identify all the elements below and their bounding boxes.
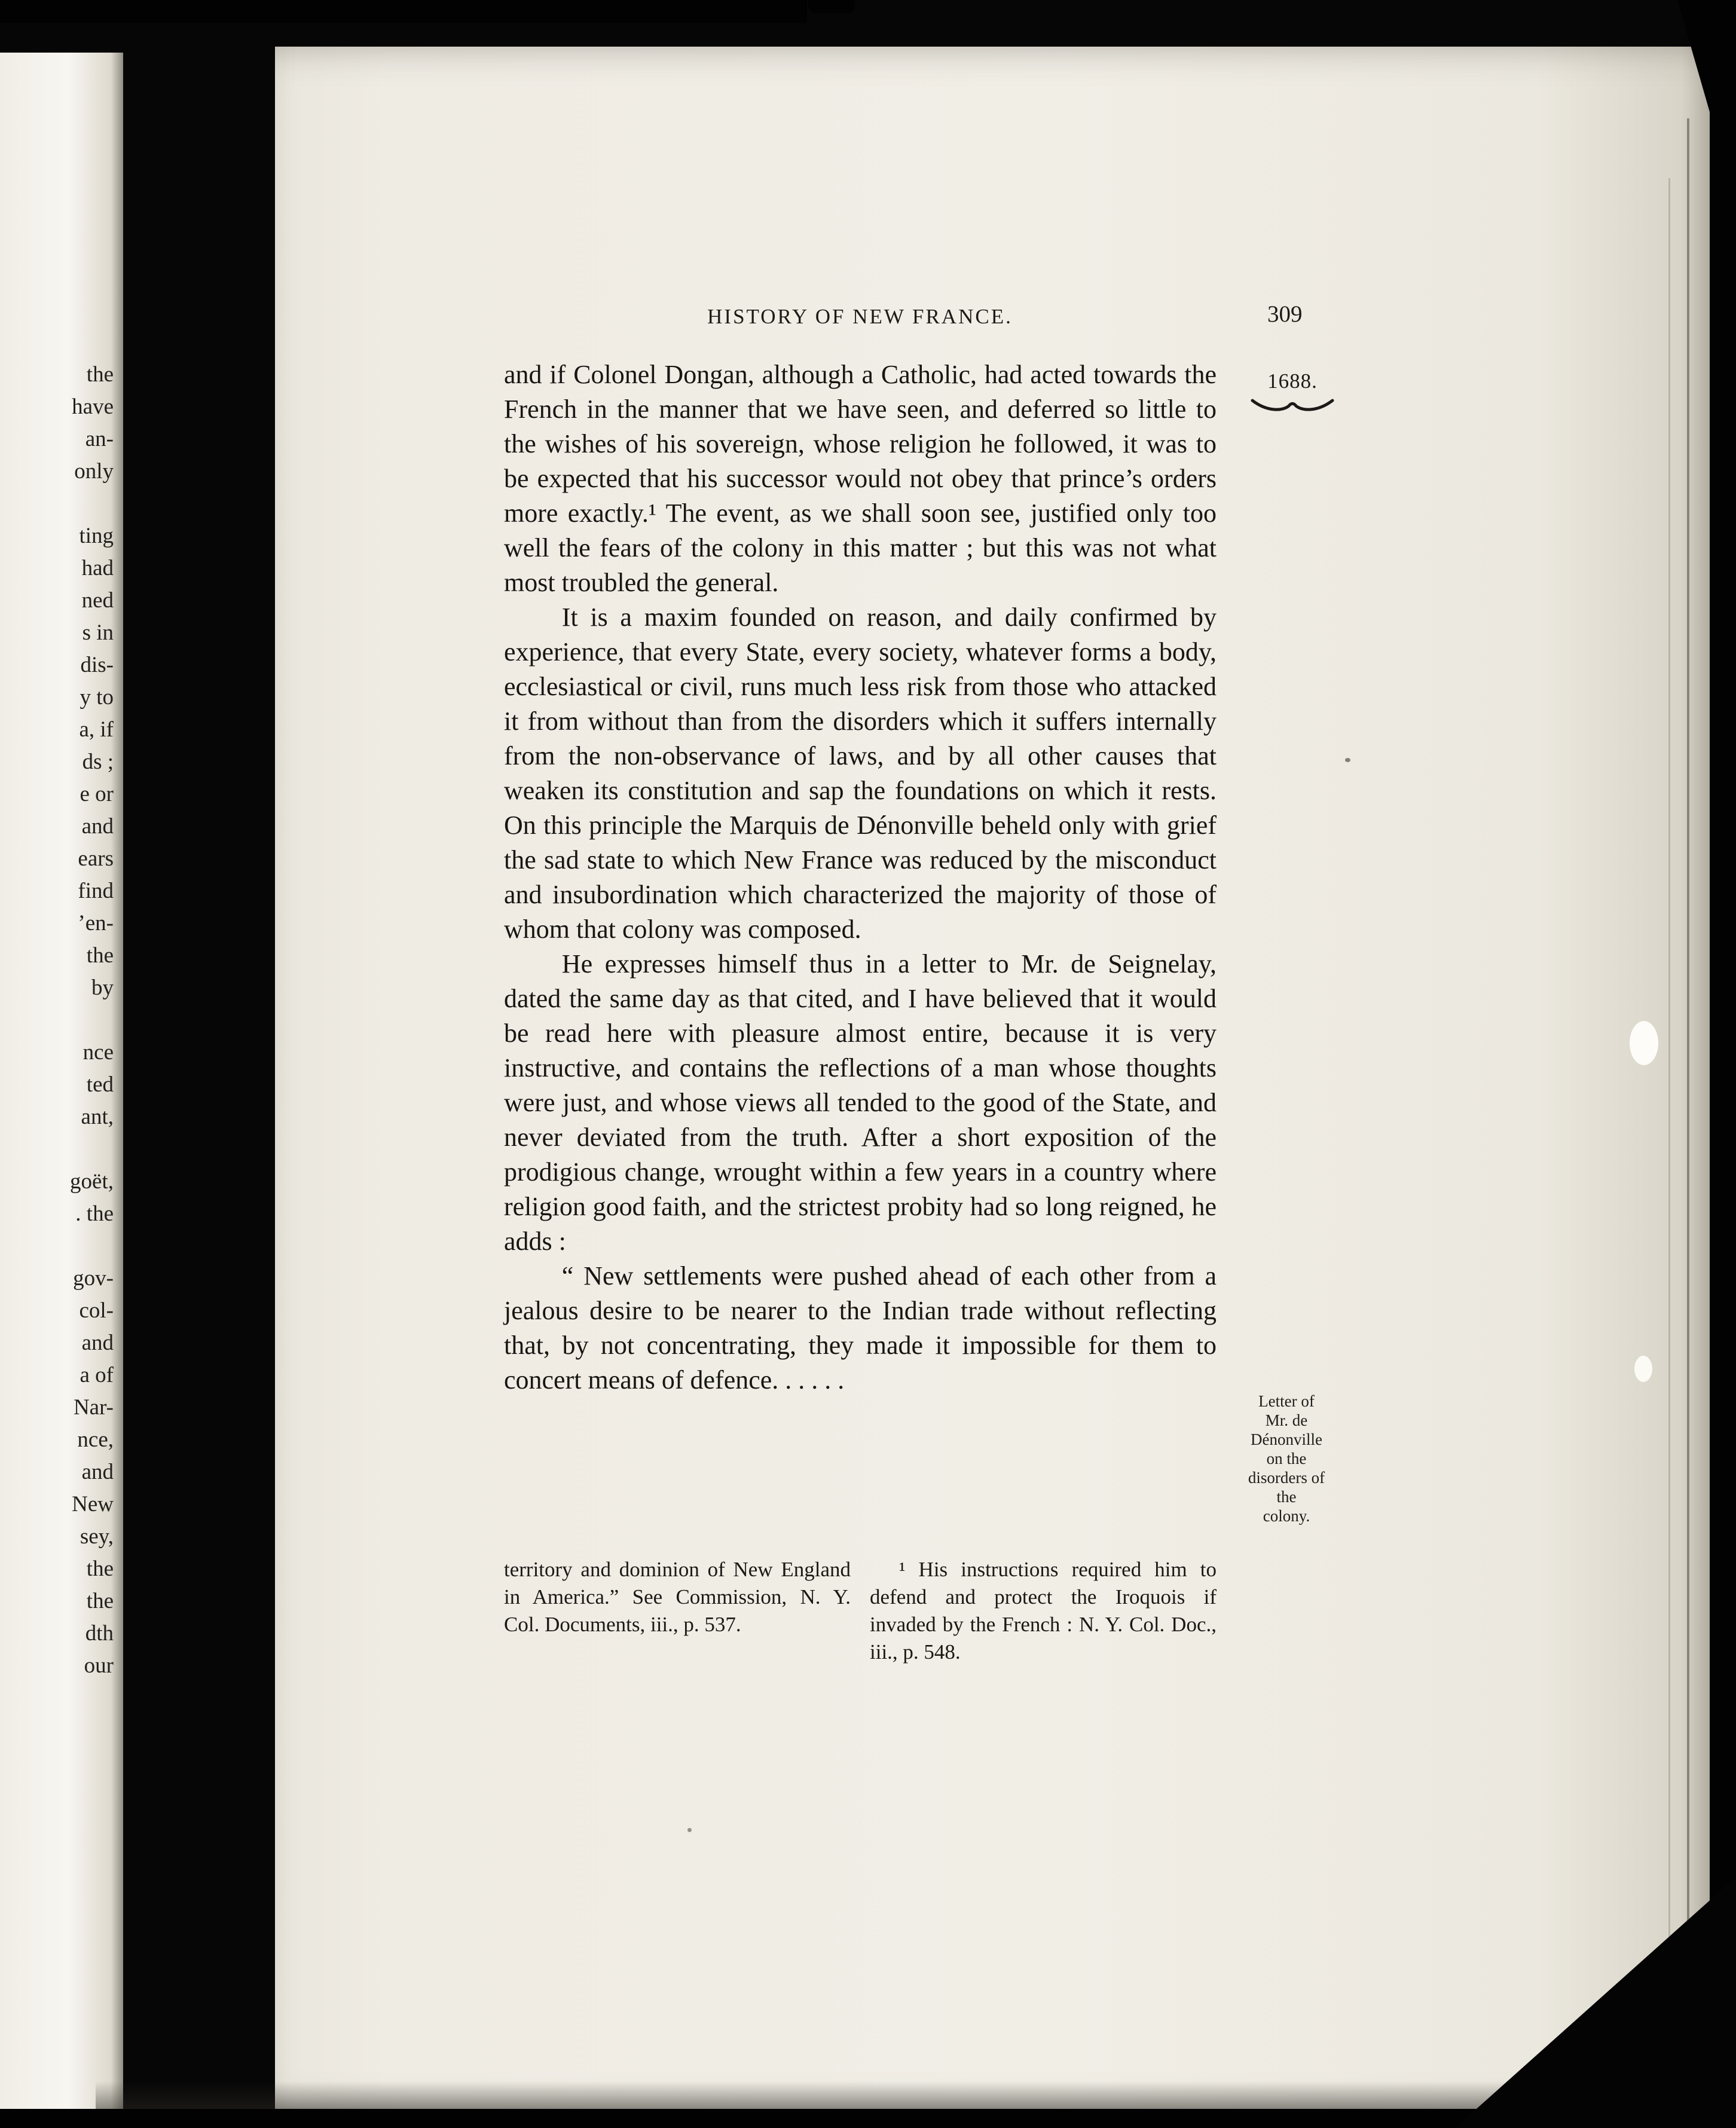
facing-page-text-fragment: gov-	[73, 1266, 114, 1291]
facing-page-text-fragment: ting	[79, 524, 114, 548]
margin-year-label: 1688.	[1267, 369, 1318, 393]
facing-page-text-fragment: dth	[85, 1621, 114, 1646]
margin-year	[1239, 369, 1346, 415]
facing-page-text-fragment: nce	[82, 1040, 114, 1065]
facing-page-text-fragment: the	[86, 362, 114, 387]
facing-page-text-fragment: y to	[80, 685, 114, 710]
marginal-note-line: the	[1276, 1488, 1297, 1506]
scan-border-right	[1710, 0, 1736, 2128]
scan-white-spot	[1630, 1021, 1658, 1065]
paragraph: He expresses himself thus in a letter to Mr. de Seignelay, dated the same day as that cited, and I have believed that it would be read here with pleasure almost entire, because it is very instructive, and contains the reflections of a man whose thoughts were just, and whose views all tended to the good of the State, and never deviated from the truth. After a short exposition of the prodigious change, wrought within a few years in a country where religion good faith, and the strictest probity had so long reigned, he adds :	[504, 949, 1217, 1256]
marginal-note	[1230, 1392, 1343, 1525]
facing-page-text-fragment: Nar-	[73, 1395, 114, 1420]
page-edge-line	[1668, 178, 1670, 2001]
facing-page-text-fragment	[6, 1004, 114, 1037]
footnote-right: ¹ His instructions required him to defend and protect the Iroquois if invaded by the French : N. Y. Col. Doc., iii., p. 548.	[870, 1558, 1217, 1664]
facing-page-text-fragment: e or	[80, 782, 114, 806]
paragraph: It is a maxim founded on reason, and daily confirmed by experience, that every State, every society, whatever forms a body, ecclesiastical or civil, runs much less risk from those who attacked it from without than from the disorders which it suffers internally from the non-observance of laws, and by all other causes that weaken its constitution and sap the foundations on which it rests. On this principle the Marquis de Dénonville beheld only with grief the sad state to which New France was reduced by the misconduct and insubordination which characterized the majority of those of whom that colony was composed.	[504, 603, 1217, 944]
marginal-note-line: Dénonville	[1251, 1430, 1322, 1448]
facing-page-text-fragment: goët,	[70, 1169, 114, 1194]
facing-page-text-fragment: dis-	[80, 653, 114, 677]
facing-page-text-fragment: the	[86, 943, 114, 968]
footnote-left: territory and dominion of New England in America.” See Commission, N. Y. Col. Documents, iii., p. 537.	[504, 1558, 851, 1636]
facing-page-text-fragment	[6, 1230, 114, 1262]
scan-border-blob	[808, 0, 855, 13]
facing-page-text-fragment: by	[91, 976, 114, 1000]
facing-page-text-fragments	[6, 359, 114, 1682]
page-number: 309	[1267, 301, 1303, 327]
marginal-note-line: on the	[1266, 1450, 1307, 1467]
scan-speck	[1345, 758, 1350, 762]
facing-page-text-fragment: only	[74, 459, 114, 484]
body-text	[504, 357, 1217, 1398]
facing-page-text-fragment: a, if	[79, 717, 114, 742]
facing-page-text-fragment: and	[81, 1460, 114, 1484]
paragraph: “ New settlements were pushed ahead of each other from a jealous desire to be nearer to the Indian trade without reflecting that, by not concentrating, they made it impossible for them to concert means of defence. . . . . .	[504, 1261, 1217, 1395]
facing-page-edge	[0, 53, 123, 2128]
facing-page-text-fragment: New	[72, 1492, 114, 1516]
facing-page-text-fragment: ned	[81, 588, 114, 613]
running-title: HISTORY OF NEW FRANCE.	[707, 305, 1013, 328]
facing-page-text-fragment: col-	[79, 1298, 114, 1323]
facing-page-text-fragment: ears	[78, 846, 114, 871]
facing-page-text-fragment: an-	[85, 427, 114, 451]
facing-page-text-fragment: ’en-	[78, 911, 114, 935]
facing-page-text-fragment: and	[81, 814, 114, 839]
marginal-note-line: Mr. de	[1265, 1411, 1308, 1429]
marginal-note-line: Letter of	[1258, 1392, 1315, 1410]
facing-page-text-fragment: had	[81, 556, 114, 580]
year-flourish-icon	[1248, 397, 1337, 415]
facing-page-text-fragment: a of	[80, 1363, 114, 1387]
facing-page-text-fragment: the	[86, 1557, 114, 1581]
facing-page-text-fragment: and	[81, 1331, 114, 1355]
scan-speck	[687, 1828, 692, 1832]
paragraph: and if Colonel Dongan, although a Catholic, had acted towards the French in the manner that we have seen, and deferred so little to the wishes of his sovereign, whose religion he followed, it was to be expected that his successor would not obey that prince’s orders more exactly.¹ The event, as we shall soon see, justified only too well the fears of the colony in this matter ; but this was not what most troubled the general.	[504, 360, 1217, 597]
marginal-note-line: colony.	[1263, 1507, 1310, 1525]
facing-page-text-fragment: s in	[82, 620, 114, 645]
facing-page-text-fragment: find	[78, 879, 114, 903]
scan-smudge-bottom	[96, 2081, 1626, 2110]
facing-page-text-fragment: ant,	[81, 1105, 114, 1129]
facing-page-text-fragment	[6, 488, 114, 520]
footnotes	[504, 1556, 1217, 1666]
scan-border-top	[0, 0, 807, 23]
facing-page-text-fragment: the	[86, 1589, 114, 1613]
page-edge-line	[1687, 118, 1689, 2061]
scan-white-spot	[1634, 1356, 1652, 1382]
facing-page-text-fragment	[6, 1133, 114, 1166]
book-page	[275, 47, 1710, 2128]
facing-page-text-fragment: have	[72, 395, 114, 419]
facing-page-text-fragment: nce,	[77, 1427, 114, 1452]
facing-page-text-fragment: sey,	[80, 1524, 114, 1549]
facing-page-text-fragment: . the	[75, 1201, 114, 1226]
facing-page-text-fragment: ted	[86, 1072, 114, 1097]
facing-page-text-fragment: our	[84, 1653, 114, 1678]
facing-page-text-fragment: ds ;	[82, 750, 114, 774]
marginal-note-line: disorders of	[1248, 1469, 1325, 1487]
